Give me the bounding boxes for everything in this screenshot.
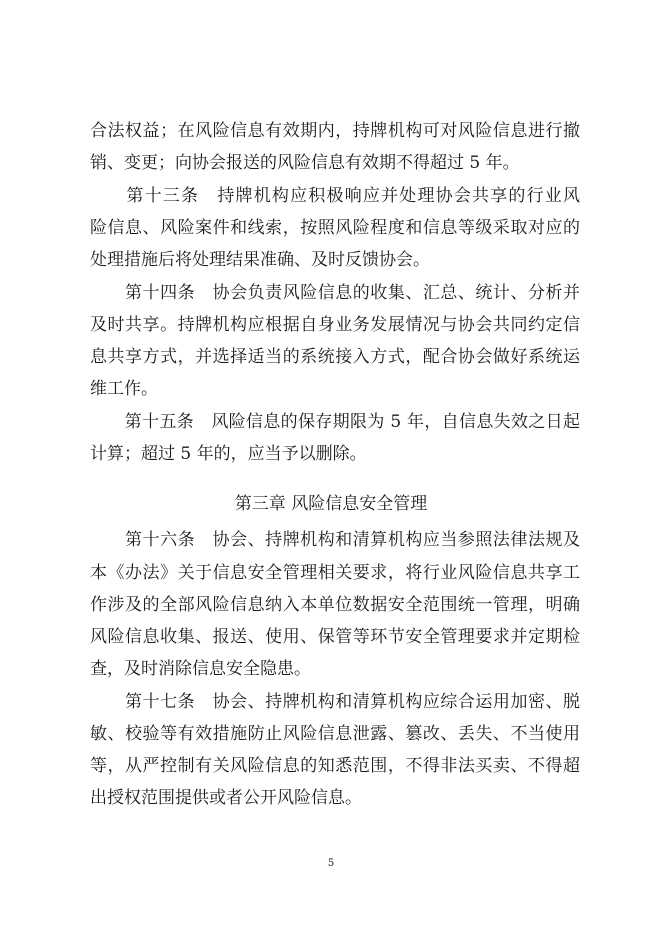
- article-16-line: 第十六条 协会、持牌机构和清算机构应当参照法律法规及: [90, 530, 580, 550]
- article-13-line: 处理措施后将处理结果准确、及时反馈协会。: [90, 250, 430, 270]
- article-16-line: 作涉及的全部风险信息纳入本单位数据安全范围统一管理，明确: [90, 595, 580, 615]
- article-14-line: 第十四条 协会负责风险信息的收集、汇总、统计、分析并: [90, 283, 580, 303]
- article-16-line: 查，及时消除信息安全隐患。: [90, 659, 311, 679]
- article-14-line: 维工作。: [90, 379, 158, 399]
- article-14-line: 息共享方式，并选择适当的系统接入方式，配合协会做好系统运: [90, 347, 580, 367]
- article-17-line: 敏、校验等有效措施防止风险信息泄露、篡改、丢失、不当使用: [90, 724, 580, 744]
- article-15-line: 计算；超过 5 年的，应当予以删除。: [90, 444, 367, 464]
- text-line: 销、变更；向协会报送的风险信息有效期不得超过 5 年。: [90, 153, 520, 173]
- article-13-line: 险信息、风险案件和线索，按照风险程度和信息等级采取对应的: [90, 218, 580, 238]
- article-17-line: 出授权范围提供或者公开风险信息。: [90, 788, 362, 808]
- article-14-line: 及时共享。持牌机构应根据自身业务发展情况与协会共同约定信: [90, 315, 580, 335]
- article-17-line: 第十七条 协会、持牌机构和清算机构应综合运用加密、脱: [90, 692, 580, 712]
- page-number: 5: [327, 858, 335, 869]
- article-16-line: 风险信息收集、报送、使用、保管等环节安全管理要求并定期检: [90, 627, 580, 647]
- chapter-heading: 第三章 风险信息安全管理: [234, 494, 428, 514]
- text-line: 合法权益；在风险信息有效期内，持牌机构可对风险信息进行撤: [90, 121, 580, 141]
- article-17-line: 等，从严控制有关风险信息的知悉范围，不得非法买卖、不得超: [90, 756, 580, 776]
- article-15-line: 第十五条 风险信息的保存期限为 5 年，自信息失效之日起: [90, 412, 580, 432]
- article-13-line: 第十三条 持牌机构应积极响应并处理协会共享的行业风: [90, 186, 580, 206]
- article-16-line: 本《办法》关于信息安全管理相关要求，将行业风险信息共享工: [90, 563, 580, 583]
